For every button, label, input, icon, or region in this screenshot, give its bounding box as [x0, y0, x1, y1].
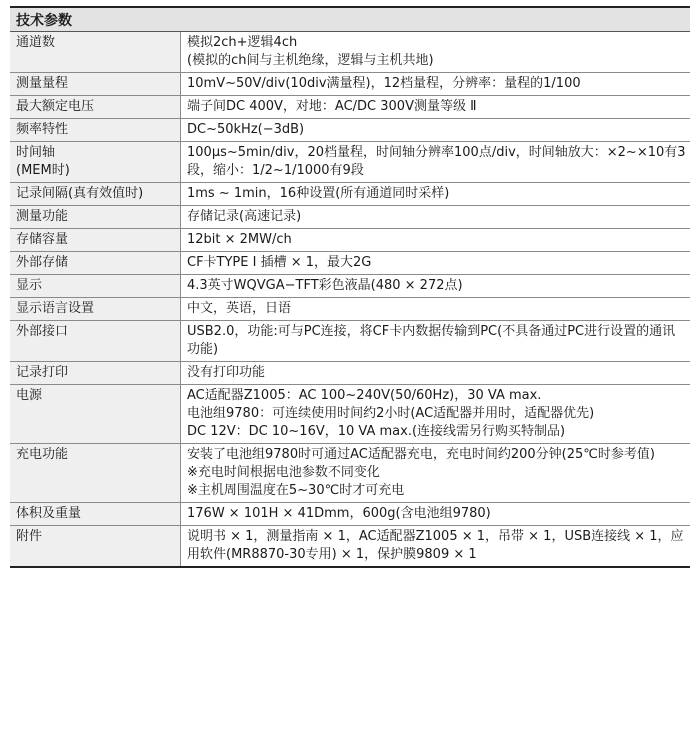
- spec-value: [181, 385, 691, 444]
- spec-value-line: 模拟2ch+逻辑4ch: [187, 35, 298, 50]
- spec-value: [181, 275, 691, 298]
- spec-row: [10, 503, 690, 526]
- spec-row: [10, 252, 690, 275]
- spec-value-line: 100μs~5min/div，20档量程，时间轴分辨率100点/div，时间轴放大：×2~×10有3段，缩小：1/2~1/1000有9段: [187, 145, 686, 178]
- spec-value-line: ※主机周围温度在5~30℃时才可充电: [187, 483, 405, 498]
- spec-value-line: DC~50kHz(−3dB): [187, 122, 305, 137]
- spec-label-line: 显示语言设置: [16, 301, 95, 316]
- spec-row: [10, 298, 690, 321]
- spec-row: [10, 275, 690, 298]
- spec-value: [181, 32, 691, 73]
- spec-value-line: AC适配器Z1005：AC 100~240V(50/60Hz)，30 VA max.: [187, 388, 542, 403]
- spec-label: [10, 32, 181, 73]
- spec-label-line: 外部存储: [16, 255, 69, 270]
- spec-label: [10, 73, 181, 96]
- spec-value-line: DC 12V：DC 10~16V，10 VA max.(连接线需另行购买特制品): [187, 424, 566, 439]
- spec-label: [10, 321, 181, 362]
- spec-label-line: 测量功能: [16, 209, 69, 224]
- spec-value: [181, 206, 691, 229]
- spec-value-line: 4.3英寸WQVGA−TFT彩色液晶(480 × 272点): [187, 278, 463, 293]
- spec-table-body: [10, 32, 690, 567]
- spec-value: [181, 252, 691, 275]
- spec-value: [181, 142, 691, 183]
- spec-title: 技术参数: [10, 6, 690, 32]
- spec-label: [10, 142, 181, 183]
- spec-value-line: CF卡TYPE Ⅰ 插槽 × 1，最大2G: [187, 255, 372, 270]
- spec-row: [10, 362, 690, 385]
- spec-row: [10, 229, 690, 252]
- spec-label: [10, 183, 181, 206]
- spec-value: [181, 96, 691, 119]
- spec-label-line: 最大额定电压: [16, 99, 95, 114]
- spec-label-line: 记录间隔(真有效值时): [16, 186, 144, 201]
- spec-label-line: 附件: [16, 529, 43, 544]
- spec-value-line: 10mV~50V/div(10div满量程)，12档量程，分辨率：量程的1/100: [187, 76, 581, 91]
- spec-label: [10, 252, 181, 275]
- spec-value-line: 176W × 101H × 41Dmm，600g(含电池组9780): [187, 506, 491, 521]
- spec-value-line: 存储记录(高速记录): [187, 209, 302, 224]
- spec-row: [10, 321, 690, 362]
- spec-label-line: 电源: [16, 388, 43, 403]
- spec-row: [10, 32, 690, 73]
- spec-value: [181, 444, 691, 503]
- spec-label: [10, 96, 181, 119]
- spec-label-line: 存储容量: [16, 232, 69, 247]
- spec-value-line: 说明书 × 1，测量指南 × 1，AC适配器Z1005 × 1，吊带 × 1，USB连接线 × 1，应用软件(MR8870-30专用) × 1，保护膜9809 × 1: [187, 529, 684, 562]
- spec-row: [10, 183, 690, 206]
- spec-value: [181, 73, 691, 96]
- spec-label: [10, 275, 181, 298]
- spec-label-line: 显示: [16, 278, 43, 293]
- spec-row: [10, 385, 690, 444]
- spec-value-line: 中文，英语，日语: [187, 301, 292, 316]
- spec-value: [181, 298, 691, 321]
- spec-value: [181, 503, 691, 526]
- spec-value: [181, 321, 691, 362]
- spec-row: [10, 526, 690, 568]
- spec-label-line: 测量量程: [16, 76, 69, 91]
- spec-row: [10, 73, 690, 96]
- spec-label-line: 时间轴: [16, 145, 56, 160]
- spec-label-line: (MEM时): [16, 163, 70, 178]
- spec-value-line: (模拟的ch间与主机绝缘，逻辑与主机共地): [187, 53, 434, 68]
- spec-value: [181, 526, 691, 568]
- spec-value-line: 12bit × 2MW/ch: [187, 232, 292, 247]
- spec-label-line: 频率特性: [16, 122, 69, 137]
- spec-label: [10, 229, 181, 252]
- spec-label: [10, 385, 181, 444]
- spec-label: [10, 206, 181, 229]
- spec-label: [10, 362, 181, 385]
- spec-value: [181, 119, 691, 142]
- spec-value-line: 没有打印功能: [187, 365, 266, 380]
- spec-row: [10, 206, 690, 229]
- spec-value-line: 端子间DC 400V，对地：AC/DC 300V测量等级 Ⅱ: [187, 99, 477, 114]
- spec-label-line: 记录打印: [16, 365, 69, 380]
- spec-value-line: USB2.0，功能:可与PC连接，将CF卡内数据传输到PC(不具备通过PC进行设置的通讯功能): [187, 324, 676, 357]
- spec-label: [10, 298, 181, 321]
- spec-value: [181, 362, 691, 385]
- spec-label: [10, 503, 181, 526]
- spec-label-line: 通道数: [16, 35, 56, 50]
- spec-row: [10, 96, 690, 119]
- spec-label-line: 体积及重量: [16, 506, 82, 521]
- spec-table: [10, 32, 690, 568]
- spec-row: [10, 444, 690, 503]
- spec-row: [10, 119, 690, 142]
- spec-row: [10, 142, 690, 183]
- spec-value: [181, 229, 691, 252]
- spec-value-line: 1ms ~ 1min，16种设置(所有通道同时采样): [187, 186, 450, 201]
- spec-label: [10, 526, 181, 568]
- spec-value-line: 电池组9780：可连续使用时间约2小时(AC适配器并用时，适配器优先): [187, 406, 595, 421]
- spec-label: [10, 119, 181, 142]
- spec-sheet: [10, 6, 690, 568]
- spec-label: [10, 444, 181, 503]
- spec-value: [181, 183, 691, 206]
- spec-value-line: ※充电时间根据电池参数不同变化: [187, 465, 380, 480]
- spec-value-line: 安装了电池组9780时可通过AC适配器充电，充电时间约200分钟(25℃时参考值): [187, 447, 655, 462]
- spec-label-line: 充电功能: [16, 447, 69, 462]
- spec-label-line: 外部接口: [16, 324, 69, 339]
